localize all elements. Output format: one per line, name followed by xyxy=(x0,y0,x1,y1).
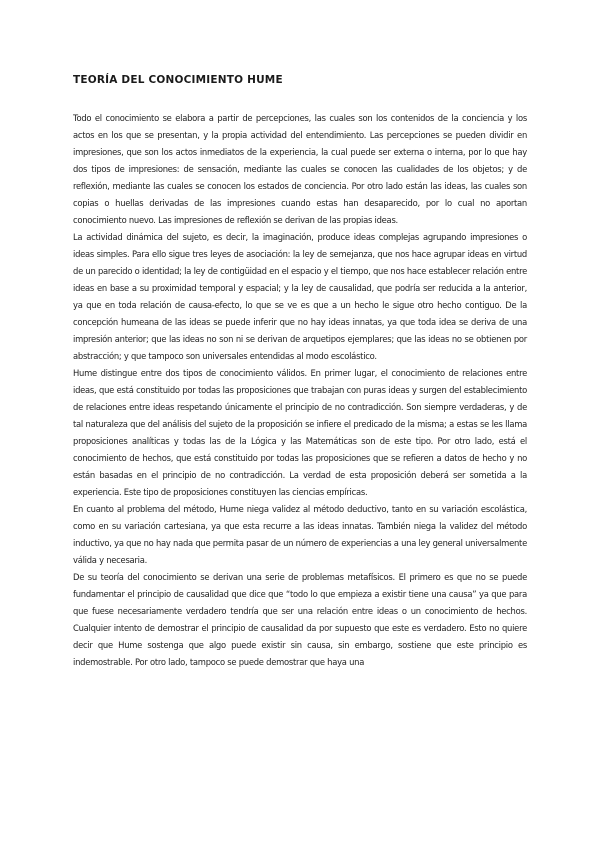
document-title: TEORÍA DEL CONOCIMIENTO HUME xyxy=(73,74,283,86)
paragraph-knowledge-types: Hume distingue entre dos tipos de conocimiento válidos. En primer lugar, el conocimiento de relaciones entre ideas, que está constituido por todas las proposiciones que trabajan con puras ideas y surgen del establecimiento de relaciones entre ideas respetando únicamente el principio de no contradicción. Son siempre verdaderas, y de tal naturaleza que del análisis del sujeto de la proposición se infiere el predicado de la misma; a estas se les llama proposiciones analíticas y todas las de la Lógica y las Matemáticas son de este tipo. Por otro lado, está el conocimiento de hechos, que está constituido por todas las proposiciones que se refieren a datos de hecho y no están basadas en el principio de no contradicción. La verdad de esta proposición deberá ser sometida a la experiencia. Este tipo de proposiciones constituyen las ciencias empíricas. xyxy=(73,368,527,497)
paragraph-perceptions: Todo el conocimiento se elabora a partir de percepciones, las cuales son los contenidos de la conciencia y los actos en los que se presentan, y la propia actividad del entendimiento. Las percepciones se pueden dividir en impresiones, que son los actos inmediatos de la experiencia, la cual puede ser externa o interna, por lo que hay dos tipos de impresiones: de sensación, mediante las cuales se conocen las cualidades de los objetos; y de reflexión, mediante las cuales se conocen los estados de conciencia. Por otro lado están las ideas, las cuales son copias o huellas derivadas de las impresiones cuando estas han desaparecido, por lo cual no aportan conocimiento nuevo. Las impresiones de reflexión se derivan de las propias ideas. xyxy=(73,113,527,225)
paragraph-method: En cuanto al problema del método, Hume niega validez al método deductivo, tanto en su variación escolástica, como en su variación cartesiana, ya que esta recurre a las ideas innatas. También niega la validez del método inductivo, ya que no hay nada que permita pasar de un número de experiencias a una ley general universalmente válida y necesaria. xyxy=(73,504,527,565)
paragraph-metaphysics: De su teoría del conocimiento se derivan una serie de problemas metafísicos. El primero es que no se puede fundamentar el principio de causalidad que dice que “todo lo que empieza a existir tiene una causa” ya que para que fuese necesariamente verdadero tendría que ser una relación entre ideas o un conocimiento de hechos. Cualquier intento de demostrar el principio de causalidad da por supuesto que este es verdadero. Esto no quiere decir que Hume sostenga que algo puede existir sin causa, sin embargo, sostiene que este principio es indemostrable. Por otro lado, tampoco se puede demostrar que haya una xyxy=(73,572,527,667)
paragraph-imagination: La actividad dinámica del sujeto, es decir, la imaginación, produce ideas complejas agrupando impresiones o ideas simples. Para ello sigue tres leyes de asociación: la ley de semejanza, que nos hace agrupar ideas en virtud de un parecido o identidad; la ley de contigüidad en el espacio y el tiempo, que nos hace establecer relación entre ideas en base a su proximidad temporal y espacial; y la ley de causalidad, que podría ser reducida a la anterior, ya que en toda relación de causa-efecto, lo que se ve es que a un hecho le sigue otro hecho contiguo. De la concepción humeana de las ideas se puede inferir que no hay ideas innatas, ya que toda idea se deriva de una impresión anterior; que las ideas no son ni se derivan de arquetipos ejemplares; que las ideas no se obtienen por abstracción; y que tampoco son universales entendidas al modo escolástico. xyxy=(73,232,527,361)
document-body xyxy=(73,110,527,671)
